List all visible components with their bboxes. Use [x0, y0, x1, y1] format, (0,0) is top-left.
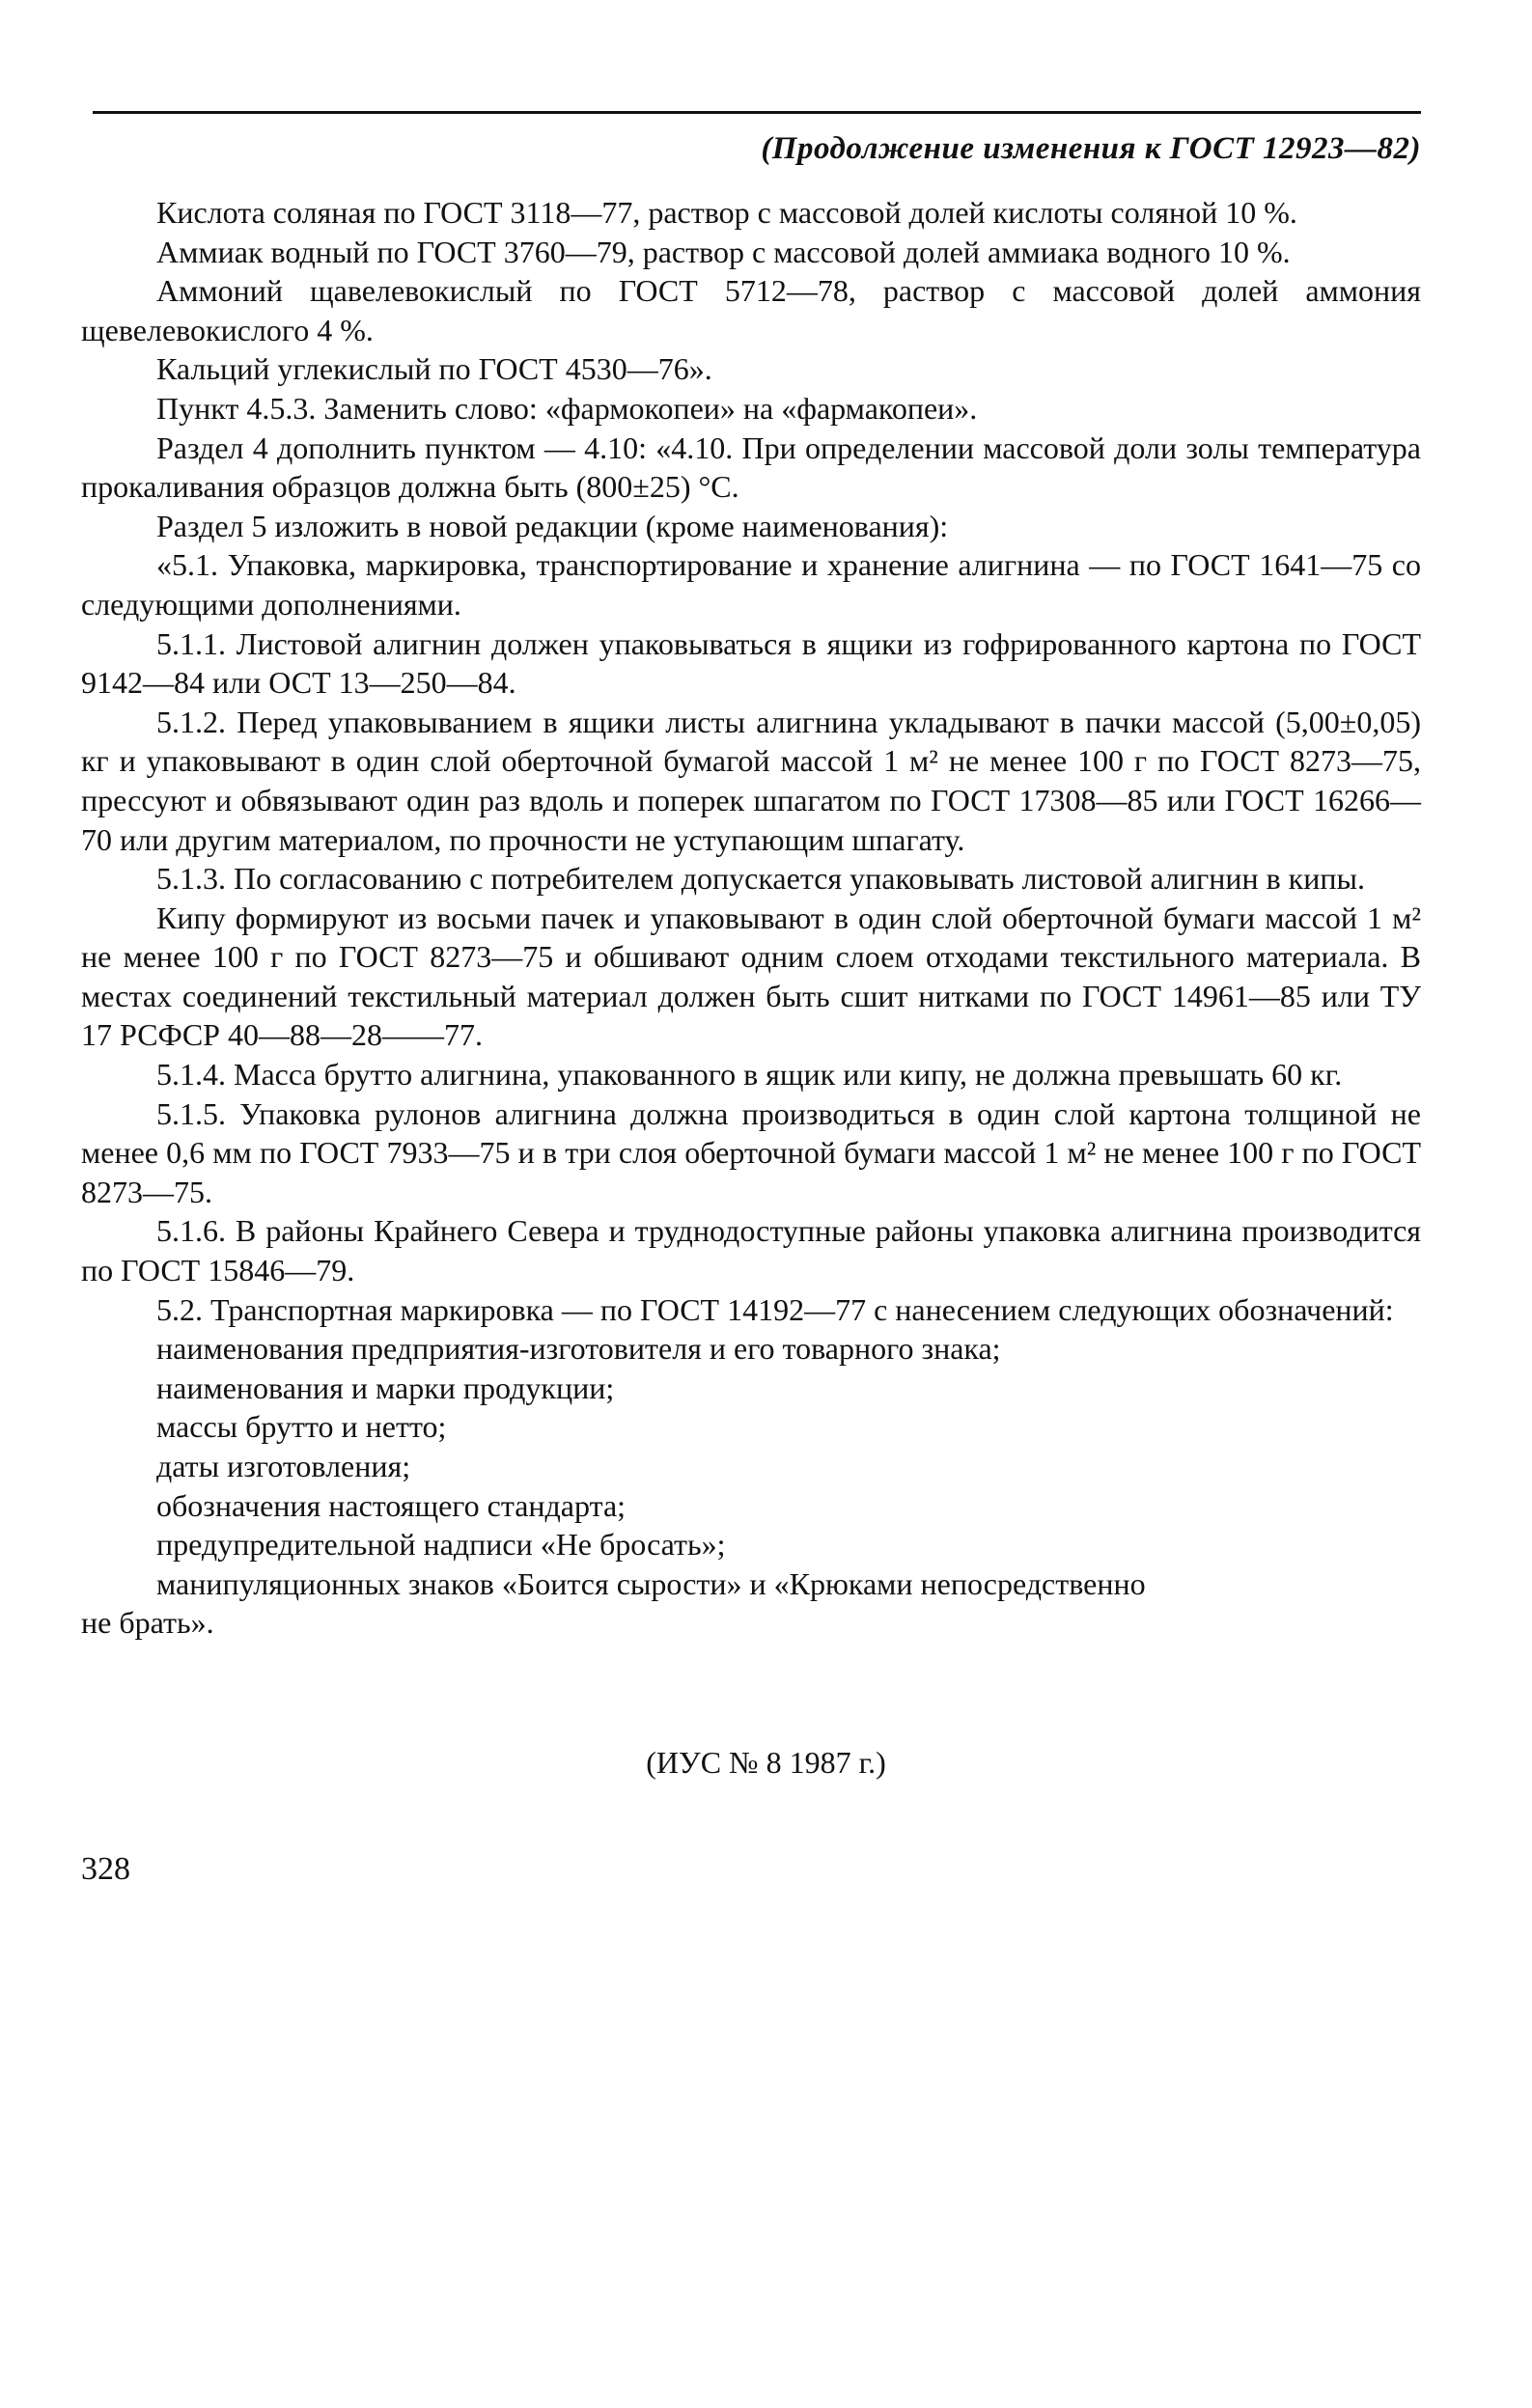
- paragraph-5-2: 5.2. Транспортная маркировка — по ГОСТ 14192—77 с нанесением следующих обозначений:: [156, 1291, 1394, 1327]
- top-rule: [93, 111, 1421, 114]
- citation: (ИУС № 8 1987 г.): [646, 1745, 886, 1780]
- paragraph-5-1-3: 5.1.3. По согласованию с потребителем допускается упаковывать листовой алигнин в кипы.: [156, 861, 1365, 897]
- marking-item: наименования и марки продукции;: [156, 1370, 615, 1405]
- marking-item: массы брутто и нетто;: [156, 1409, 447, 1445]
- marking-item-last: [81, 1564, 1421, 1643]
- paragraph-5-1: «5.1. Упаковка, маркировка, транспортирование и хранение алигнина — по ГОСТ 1641—75 со следующими дополнениями.: [81, 547, 1421, 622]
- marking-item: обозначения настоящего стандарта;: [156, 1487, 627, 1523]
- paragraph-5-1-5: 5.1.5. Упаковка рулонов алигнина должна производиться в один слой картона толщиной не менее 0,6 мм по ГОСТ 7933—75 и в три слоя оберточной бумаги массой 1 м² не менее 100 г по ГОСТ 8273—75.: [81, 1095, 1421, 1209]
- paragraph-5-1-2: 5.1.2. Перед упаковыванием в ящики листы алигнина укладывают в пачки массой (5,00±0,05) кг и упаковывают в один слой оберточной бумагой массой 1 м² не менее 100 г по ГОСТ 8273—75, прессуют и обвязывают один раз вдоль и поперек шпагатом по ГОСТ 17308—85 или ГОСТ 16266—70 или другим материалом, по прочности не уступающим шпагату.: [81, 704, 1421, 857]
- paragraph-5-1-1: 5.1.1. Листовой алигнин должен упаковываться в ящики из гофрированного картона по ГОСТ 9142—84 или ОСТ 13—250—84.: [81, 625, 1421, 701]
- paragraph-section-5-intro: Раздел 5 изложить в новой редакции (кроме наименования):: [156, 508, 949, 543]
- marking-item-last-line2: не брать».: [81, 1605, 214, 1641]
- paragraph-section-4: Раздел 4 дополнить пунктом — 4.10: «4.10. При определении массовой доли золы температура прокаливания образцов должна быть (800±25) °С.: [81, 429, 1421, 505]
- marking-item: наименования предприятия-изготовителя и его товарного знака;: [156, 1331, 1001, 1367]
- paragraph-hydrochloric-acid: Кислота соляная по ГОСТ 3118—77, раствор с массовой долей кислоты соляной 10 %.: [156, 195, 1297, 230]
- marking-item: предупредительной надписи «Не бросать»;: [156, 1527, 726, 1563]
- document-body: [81, 193, 1421, 1643]
- paragraph-calcium-carbonate: Кальций углекислый по ГОСТ 4530—76».: [156, 351, 712, 387]
- page-number: 328: [81, 1851, 130, 1887]
- paragraph-5-1-6: 5.1.6. В районы Крайнего Севера и труднодоступные районы упаковка алигнина производится по ГОСТ 15846—79.: [81, 1213, 1421, 1288]
- marking-item-last-line1: манипуляционных знаков «Боится сырости» и «Крюками непосредственно: [156, 1565, 1146, 1601]
- paragraph-5-1-4: 5.1.4. Масса брутто алигнина, упакованного в ящик или кипу, не должна превышать 60 кг.: [156, 1057, 1343, 1093]
- paragraph-item-4-5-3: Пункт 4.5.3. Заменить слово: «фармокопеи» на «фармакопеи».: [156, 390, 978, 426]
- paragraph-bale: Кипу формируют из восьми пачек и упаковывают в один слой оберточной бумаги массой 1 м² не менее 100 г по ГОСТ 8273—75 и обшивают одним слоем отходами текстильного материала. В местах соединений текстильный материал должен быть сшит нитками по ГОСТ 14961—85 или ТУ 17 РСФСР 40—88—28——77.: [81, 900, 1421, 1053]
- paragraph-ammonium-oxalate: Аммоний щавелевокислый по ГОСТ 5712—78, раствор с массовой долей аммония щевелевокислого 4 %.: [81, 273, 1421, 347]
- marking-item: даты изготовления;: [156, 1449, 411, 1483]
- running-title: (Продолжение изменения к ГОСТ 12923—82): [761, 131, 1421, 166]
- paragraph-ammonia: Аммиак водный по ГОСТ 3760—79, раствор с массовой долей аммиака водного 10 %.: [156, 234, 1291, 269]
